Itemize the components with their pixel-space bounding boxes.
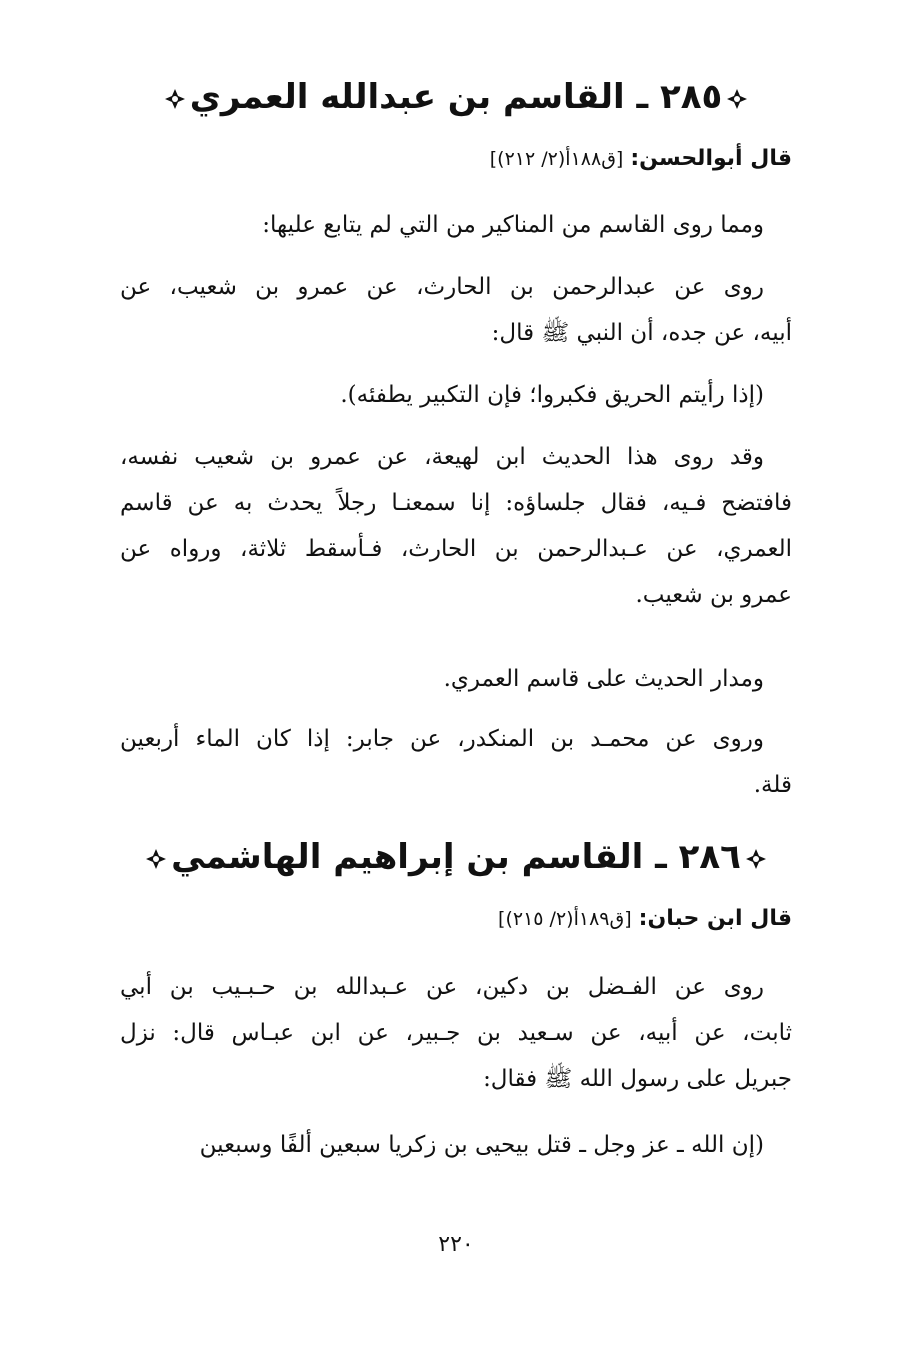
- text-line: عمرو بن شعيب.: [635, 582, 792, 608]
- text-line: ثابت، عن أبيه، عن سـعيد بن جـبير، عن ابن عبـاس قال: نزل: [120, 1020, 792, 1046]
- entry-heading-text: ٢٨٦ ـ القاسم بن إبراهيم الهاشمي: [171, 837, 741, 877]
- text-line: روى عن الفـضل بن دكين، عن عـبدالله بن حـبـيب بن أبي: [120, 974, 764, 1000]
- paragraph: [120, 434, 792, 618]
- text-line: أبيه، عن جده، أن النبي ﷺ قال:: [491, 320, 792, 346]
- text-line: ومدار الحديث على قاسم العمري.: [443, 666, 764, 692]
- attribution-line: [120, 902, 792, 936]
- paragraph: [120, 372, 792, 418]
- attribution-label: قال ابن حبان:: [638, 906, 792, 931]
- ornament-icon: [164, 88, 186, 110]
- text-line: ومما روى القاسم من المناكير من التي لم يتابع عليها:: [262, 212, 764, 238]
- ornament-icon: [145, 848, 167, 870]
- text-line: فافتضح فـيه، فقال جلساؤه: إنا سمعنـا رجلاً يحدث به عن قاسم: [120, 490, 792, 516]
- attribution-line: [120, 142, 792, 176]
- paragraph: [120, 716, 792, 808]
- text-line: العمري، عن عـبدالرحمن بن الحارث، فـأسقط ثلاثة، ورواه عن: [120, 536, 792, 562]
- ornament-icon: [745, 848, 767, 870]
- entry-heading-286: [120, 832, 792, 882]
- entry-heading-text: ٢٨٥ ـ القاسم بن عبدالله العمري: [189, 77, 723, 117]
- ornament-icon: [726, 88, 748, 110]
- book-page: [120, 0, 792, 1346]
- paragraph: [120, 1122, 792, 1168]
- text-line: (إذا رأيتم الحريق فكبروا؛ فإن التكبير يطفئه).: [340, 382, 764, 408]
- entry-heading-285: [120, 72, 792, 122]
- text-line: (إن الله ـ عز وجل ـ قتل بيحيى بن زكريا سبعين ألفًا وسبعين: [199, 1132, 764, 1158]
- page-number: ٢٢٠: [438, 1232, 474, 1257]
- text-line: وقد روى هذا الحديث ابن لهيعة، عن عمرو بن شعيب نفسه،: [120, 444, 764, 470]
- attribution-ref: [ق١٨٩أ(٢/ ٢١٥)]: [498, 908, 632, 930]
- paragraph: [120, 964, 792, 1102]
- attribution-ref: [ق١٨٨أ(٢/ ٢١٢)]: [489, 148, 624, 170]
- paragraph: [120, 264, 792, 356]
- text-line: قلة.: [753, 772, 792, 798]
- paragraph: [120, 656, 792, 702]
- text-line: وروى عن محمـد بن المنكدر، عن جابر: إذا كان الماء أربعين: [120, 726, 764, 752]
- text-line: روى عن عبدالرحمن بن الحارث، عن عمرو بن شعيب، عن: [120, 274, 764, 300]
- text-line: جبريل على رسول الله ﷺ فقال:: [483, 1066, 792, 1092]
- paragraph: [120, 202, 792, 248]
- attribution-label: قال أبوالحسن:: [630, 146, 792, 171]
